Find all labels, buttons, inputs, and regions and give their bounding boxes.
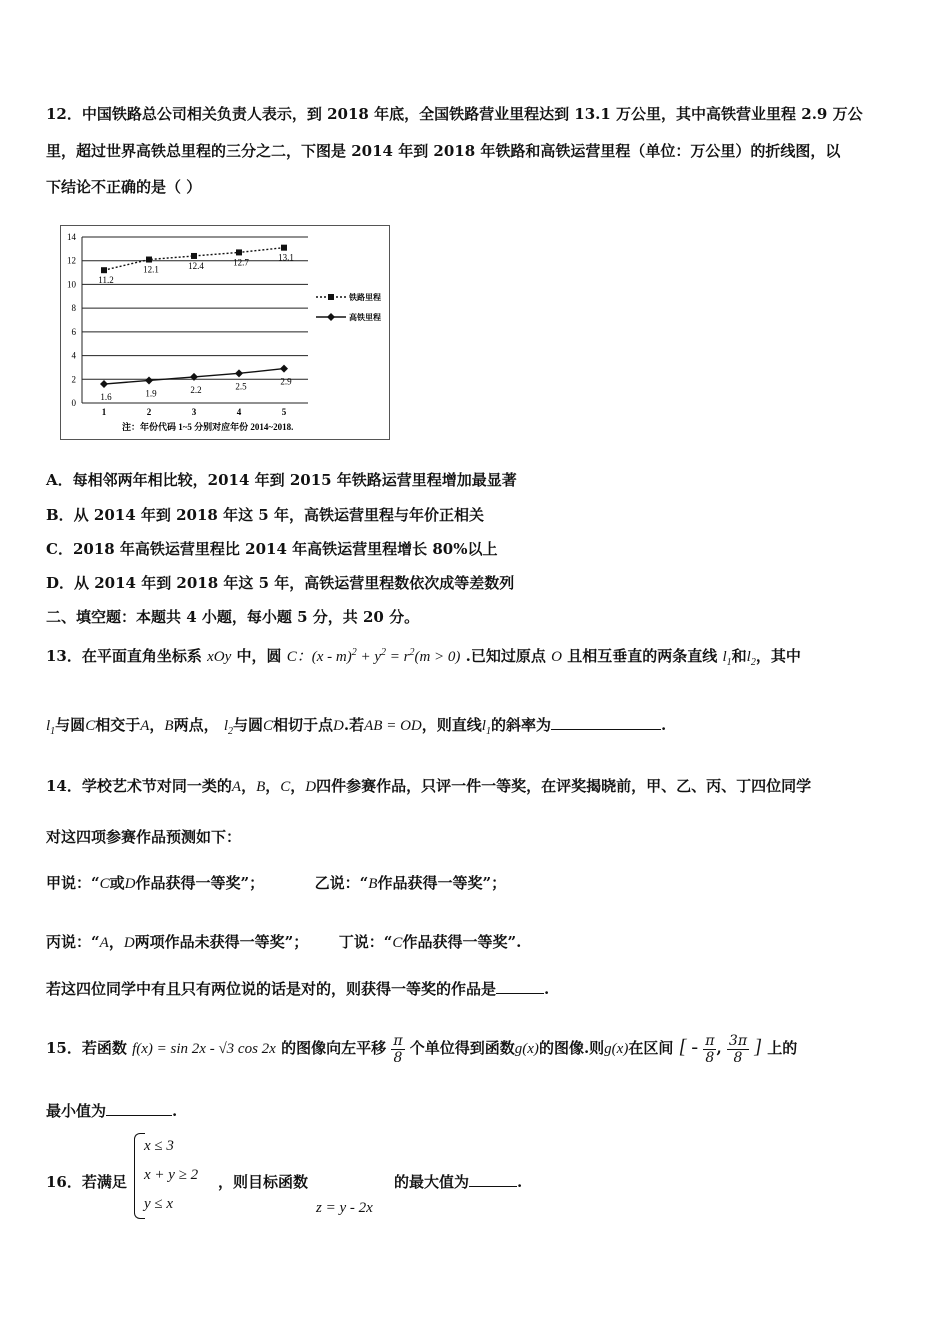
legend-rail-marker	[328, 294, 334, 300]
q16-objective: z = y - 2x	[316, 1200, 373, 1216]
rail-data-label: 12.7	[233, 257, 249, 268]
x-tick-label: 5	[281, 407, 287, 417]
q13-l2: $l_2$	[746, 649, 756, 668]
y-tick-label: 2	[71, 374, 76, 385]
q13-l1b: $l_1$	[46, 718, 56, 737]
y-tick-label: 4	[71, 350, 76, 361]
chart-svg	[60, 225, 390, 440]
q13-text-a: 13．在平面直角坐标系	[46, 647, 202, 665]
q13-text-b: 中，圆	[236, 647, 282, 665]
y-tick-label: 6	[71, 326, 76, 337]
y-tick-label: 12	[67, 255, 76, 266]
y-tick-label: 14	[67, 232, 76, 242]
legend-hsr-label: 高铁里程	[349, 313, 381, 322]
rail-data-label: 12.4	[188, 260, 204, 271]
x-tick-label: 1	[101, 407, 107, 417]
section-2-heading: 二、填空题：本题共 4 小题，每小题 5 分，共 20 分。	[46, 608, 420, 626]
rail-data-label: 13.1	[278, 252, 294, 263]
q16-label: 16．若满足	[46, 1173, 127, 1191]
q15-fraction-shift: $\frac{\pi}{8}$	[393, 1032, 403, 1066]
q12-line1: 12．中国铁路总公司相关负责人表示，到 2018 年底，全国铁路营业里程达到 13.1 万公里，其中高铁营业里程 2.9 万公	[46, 105, 863, 123]
q15-line1: 15．若函数 f(x) = sin 2x - √3 cos 2x 的图像向左平移 $\frac{\pi}{8}$ 个单位得到函数g(x)的图像.则g(x)在区间 [ - $\frac{\pi}{8}$ , $\frac{3\pi}{8}$ ] 上的	[46, 1032, 798, 1066]
q12-option-a: A．每相邻两年相比较，2014 年到 2015 年铁路运营里程增加最显著	[46, 471, 517, 489]
hsr-data-label: 1.6	[100, 392, 112, 403]
q15-function: f(x) = sin 2x - √3 cos 2x	[132, 1041, 276, 1057]
rail-point	[281, 245, 287, 251]
q13-origin: O	[551, 649, 562, 665]
line-chart	[60, 225, 390, 440]
q13-text-e: ，其中	[755, 647, 801, 665]
q16-text-c: 的最大值为 .	[394, 1173, 523, 1191]
q16-constraint-1: x ≤ 3	[144, 1138, 174, 1154]
hsr-data-label: 2.5	[235, 381, 247, 392]
q16-constraint-3: y ≤ x	[144, 1196, 174, 1212]
q12-line2: 里，超过世界高铁总里程的三分之二，下图是 2014 年到 2018 年铁路和高铁运营里程（单位：万公里）的折线图，以	[46, 142, 841, 160]
chart-note: 注：年份代码 1~5 分别对应年份 2014~2018.	[122, 422, 294, 432]
rail-point	[101, 267, 107, 273]
q12-option-c: C．2018 年高铁运营里程比 2014 年高铁运营里程增长 80%以上	[46, 540, 498, 558]
q13-circle-eq: C：$(x - m)^2 + y^2 = r^2(m > 0)$	[286, 647, 461, 665]
q13-l1: $l_1$	[722, 649, 732, 668]
hsr-data-label: 2.2	[190, 384, 202, 395]
q12-line3: 下结论不正确的是（ ）	[46, 178, 202, 196]
q14-line3: 甲说：“C或D作品获得一等奖”； 乙说：“B作品获得一等奖”；	[46, 874, 507, 892]
q13-l2b: $l_2$	[223, 718, 233, 737]
q13-text-c: .已知过原点	[465, 647, 546, 665]
q13-answer-blank[interactable]	[551, 715, 661, 730]
y-tick-label: 0	[71, 398, 76, 408]
q16-constraint-2: x + y ≥ 2	[144, 1167, 199, 1183]
rail-data-label: 11.2	[98, 275, 114, 286]
q14-line4: 丙说：“A，D两项作品未获得一等奖”； 丁说：“C作品获得一等奖”.	[46, 933, 522, 951]
hsr-data-label: 1.9	[145, 388, 157, 399]
q16-text-b: ，则目标函数	[218, 1173, 309, 1191]
q14-line2: 对这四项参赛作品预测如下：	[46, 828, 242, 846]
x-tick-label: 3	[191, 407, 197, 417]
q14-line1: 14．学校艺术节对同一类的A，B，C，D四件参赛作品，只评一件一等奖，在评奖揭晓前，甲、乙、丙、丁四位同学	[46, 777, 812, 795]
q13-text-d: 且相互垂直的两条直线	[567, 647, 718, 665]
q12-option-b: B．从 2014 年到 2018 年这 5 年，高铁运营里程与年价正相关	[46, 506, 484, 524]
rail-point	[236, 249, 242, 255]
y-tick-label: 8	[71, 303, 76, 314]
chart-frame	[61, 226, 390, 440]
rail-data-label: 12.1	[143, 264, 159, 275]
hsr-data-label: 2.9	[280, 376, 292, 387]
q13-xoy: xOy	[207, 649, 232, 665]
q12-option-d: D．从 2014 年到 2018 年这 5 年，高铁运营里程数依次成等差数列	[46, 574, 515, 592]
rail-point	[146, 257, 152, 263]
q15-line2: 最小值为 .	[46, 1102, 178, 1120]
q15-answer-blank[interactable]	[106, 1101, 172, 1116]
q13-and: 和	[731, 647, 747, 665]
y-tick-label: 10	[67, 279, 76, 290]
q13-line2: $l_1$与圆C相交于A，B两点， $l_2$与圆C相切于点D.若AB = OD，则直线$l_1$的斜率为 .	[46, 716, 667, 737]
x-tick-label: 2	[146, 407, 152, 417]
q13-line1	[46, 643, 801, 673]
q14-line5: 若这四位同学中有且只有两位说的话是对的，则获得一等奖的作品是 .	[46, 980, 550, 998]
rail-point	[191, 253, 197, 259]
q14-answer-blank[interactable]	[496, 979, 544, 994]
x-tick-label: 4	[236, 407, 242, 417]
legend-rail-label: 铁路里程	[349, 293, 381, 302]
q16-answer-blank[interactable]	[469, 1172, 517, 1187]
